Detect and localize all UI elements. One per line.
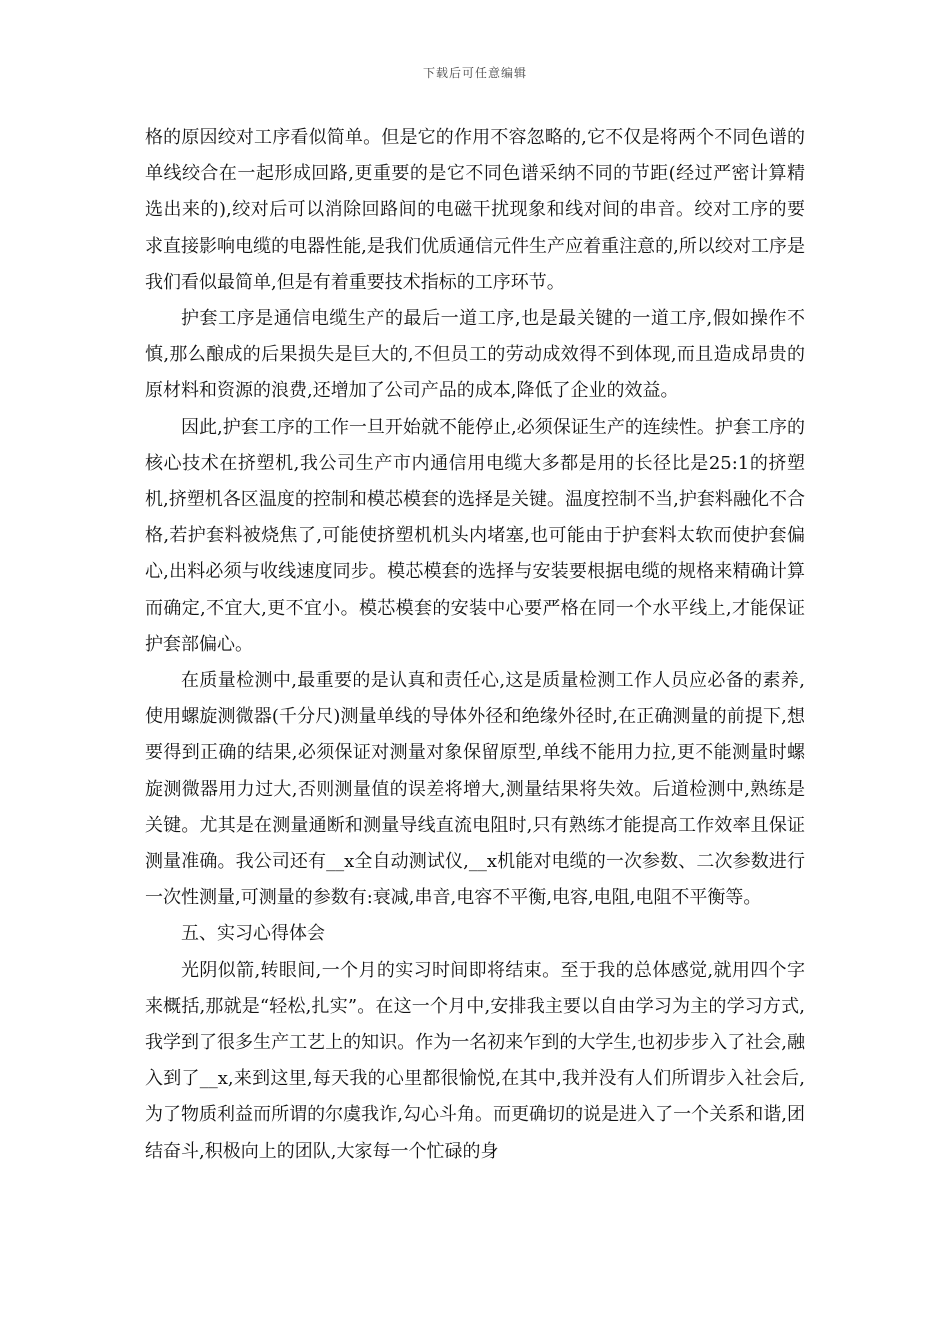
page-header: 下载后可任意编辑 <box>422 66 527 80</box>
section-heading-internship-reflection: 五、实习心得体会 <box>181 923 325 945</box>
document-body <box>145 120 805 1170</box>
paragraph-reflection: 光阴似箭,转眼间,一个月的实习时间即将结束。至于我的总体感觉,就用四个字来概括,那就是“轻松,扎实”。在这一个月中,安排我主要以自由学习为主的学习方式,我学到了很多生产工艺上的知识。作为一名初来乍到的大学生,也初步步入了社会,融入到了__x,来到这里,每天我的心里都很愉悦,在其中,我并没有人们所谓步入社会后,为了物质利益而所谓的尔虞我诈,勾心斗角。而更确切的说是进入了一个关系和谐,团结奋斗,积极向上的团队,大家每一个忙碌的身 <box>145 959 805 1162</box>
paragraph-quality-testing: 在质量检测中,最重要的是认真和责任心,这是质量检测工作人员应必备的素养,使用螺旋测微器(千分尺)测量单线的导体外径和绝缘外径时,在正确测量的前提下,想要得到正确的结果,必须保证对测量对象保留原型,单线不能用力拉,更不能测量时螺旋测微器用力过大,否则测量值的误差将增大,测量结果将失效。后道检测中,熟练是关键。尤其是在测量通断和测量导线直流电阻时,只有熟练才能提高工作效率且保证测量准确。我公司还有__x全自动测试仪,__x机能对电缆的一次参数、二次参数进行一次性测量,可测量的参数有:衰减,串音,电容不平衡,电容,电阻,电阻不平衡等。 <box>145 670 805 909</box>
paragraph-sheathing-process: 护套工序是通信电缆生产的最后一道工序,也是最关键的一道工序,假如操作不慎,那么酿成的后果损失是巨大的,不但员工的劳动成效得不到体现,而且造成昂贵的原材料和资源的浪费,还增加了公司产品的成本,降低了企业的效益。 <box>145 308 805 402</box>
paragraph-extruder: 因此,护套工序的工作一旦开始就不能停止,必须保证生产的连续性。护套工序的核心技术在挤塑机,我公司生产市内通信用电缆大多都是用的长径比是25:1的挤塑机,挤塑机各区温度的控制和模芯模套的选择是关键。温度控制不当,护套料融化不合格,若护套料被烧焦了,可能使挤塑机机头内堵塞,也可能由于护套料太软而使护套偏心,出料必须与收线速度同步。模芯模套的选择与安装要根据电缆的规格来精确计算而确定,不宜大,更不宜小。模芯模套的安装中心要严格在同一个水平线上,才能保证护套部偏心。 <box>145 416 805 655</box>
paragraph-twisting-process: 格的原因绞对工序看似简单。但是它的作用不容忽略的,它不仅是将两个不同色谱的单线绞合在一起形成回路,更重要的是它不同色谱采纳不同的节距(经过严密计算精选出来的),绞对后可以消除回路间的电磁干扰现象和线对间的串音。绞对工序的要求直接影响电缆的电器性能,是我们优质通信元件生产应着重注意的,所以绞对工序是我们看似最简单,但是有着重要技术指标的工序环节。 <box>145 127 805 293</box>
